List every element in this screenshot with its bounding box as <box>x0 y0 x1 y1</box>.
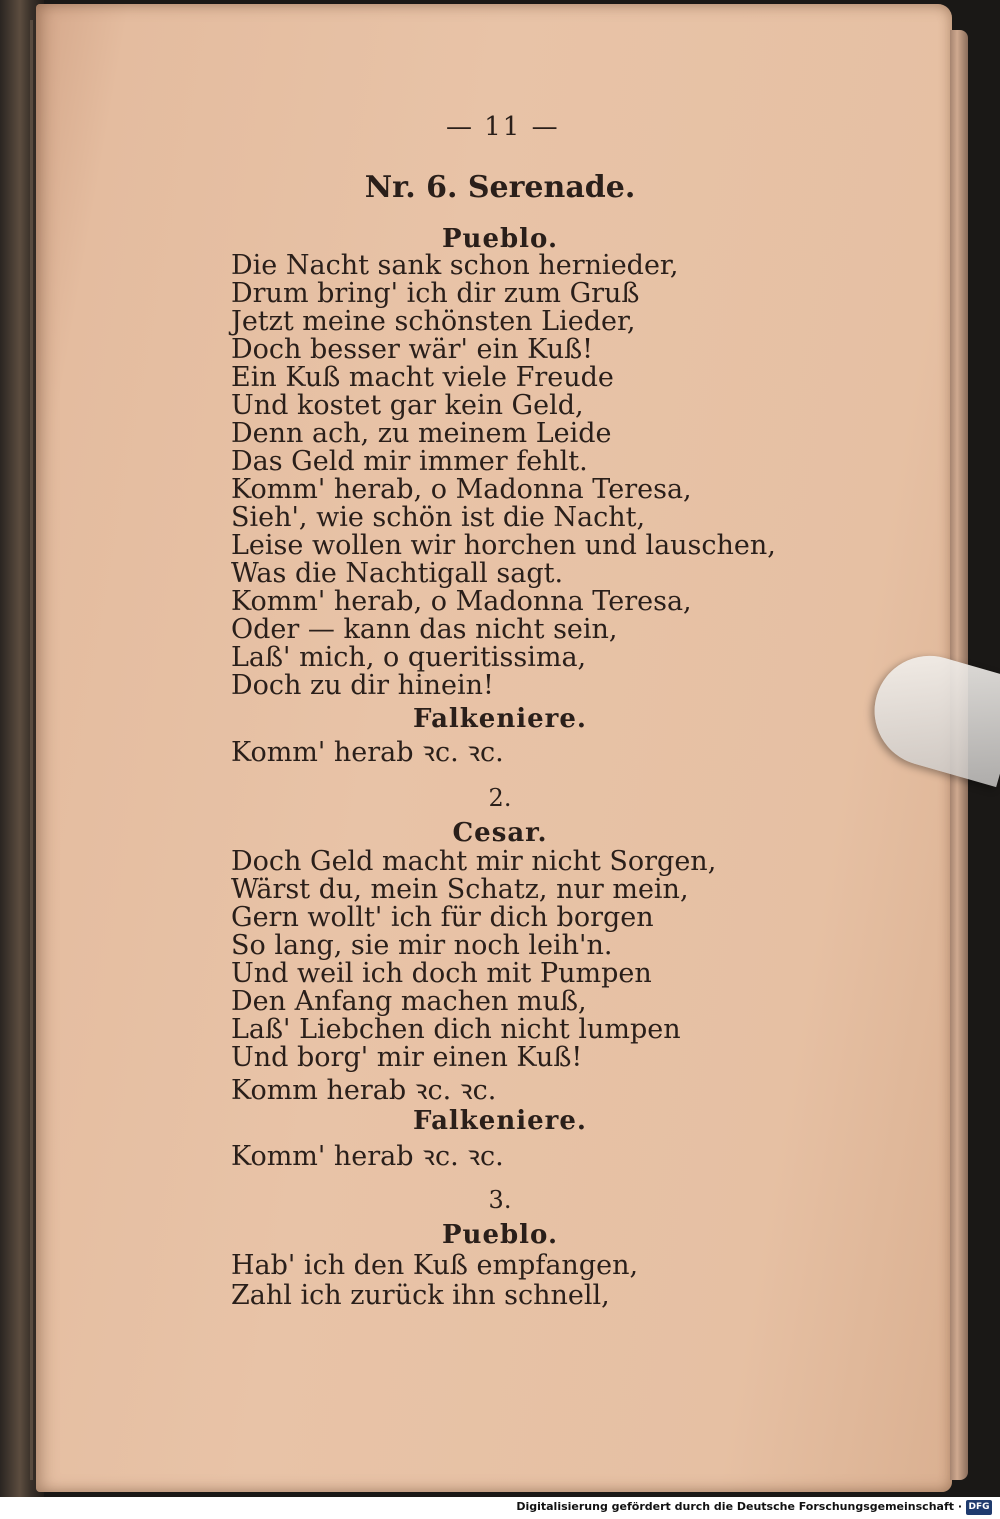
digitization-footer <box>0 1497 1000 1519</box>
verse-line: Oder — kann das nicht sein, <box>231 614 618 645</box>
speaker-heading: Falkeniere. <box>413 1106 587 1136</box>
verse-line: Laß' Liebchen dich nicht lumpen <box>231 1014 681 1045</box>
verse-line: Die Nacht sank schon hernieder, <box>231 250 679 281</box>
stanza-number: 3. <box>488 1186 512 1214</box>
song-title: Nr. 6. Serenade. <box>364 170 636 205</box>
verse-line: Was die Nachtigall sagt. <box>231 558 564 589</box>
page-number: — 11 — <box>446 112 560 142</box>
verse-line: Doch zu dir hinein! <box>231 670 494 701</box>
verse-line: Doch Geld macht mir nicht Sorgen, <box>231 846 717 877</box>
verse-line: Komm herab ꝛc. ꝛc. <box>231 1075 497 1106</box>
verse-line: Komm' herab ꝛc. ꝛc. <box>231 1141 504 1172</box>
speaker-heading: Pueblo. <box>442 1220 558 1250</box>
footer-credit: Digitalisierung gefördert durch die Deutsche Forschungsgemeinschaft · <box>516 1500 962 1513</box>
verse-line: Und weil ich doch mit Pumpen <box>231 958 652 989</box>
verse-line: So lang, sie mir noch leih'n. <box>231 930 613 961</box>
verse-line: Den Anfang machen muß, <box>231 986 587 1017</box>
verse-line: Jetzt meine schönsten Lieder, <box>231 306 636 337</box>
verse-line: Laß' mich, o queritissima, <box>231 642 587 673</box>
verse-line: Das Geld mir immer fehlt. <box>231 446 588 477</box>
speaker-heading: Cesar. <box>452 818 548 848</box>
verse-line: Gern wollt' ich für dich borgen <box>231 902 654 933</box>
speaker-heading: Falkeniere. <box>413 704 587 734</box>
verse-line: Komm' herab, o Madonna Teresa, <box>231 474 692 505</box>
speaker-heading: Pueblo. <box>442 224 558 254</box>
stanza-number: 2. <box>488 784 512 812</box>
verse-line: Und kostet gar kein Geld, <box>231 390 584 421</box>
verse-line: Komm' herab ꝛc. ꝛc. <box>231 737 504 768</box>
verse-line: Ein Kuß macht viele Freude <box>231 362 614 393</box>
verse-line: Drum bring' ich dir zum Gruß <box>231 278 640 309</box>
verse-line: Hab' ich den Kuß empfangen, <box>231 1250 639 1281</box>
dfg-logo: DFG <box>966 1500 992 1515</box>
verse-line: Sieh', wie schön ist die Nacht, <box>231 502 646 533</box>
verse-line: Wärst du, mein Schatz, nur mein, <box>231 874 689 905</box>
verse-line: Denn ach, zu meinem Leide <box>231 418 612 449</box>
verse-line: Und borg' mir einen Kuß! <box>231 1042 583 1073</box>
verse-line: Zahl ich zurück ihn schnell, <box>231 1280 610 1311</box>
verse-line: Komm' herab, o Madonna Teresa, <box>231 586 692 617</box>
verse-line: Doch besser wär' ein Kuß! <box>231 334 593 365</box>
verse-line: Leise wollen wir horchen und lauschen, <box>231 530 776 561</box>
